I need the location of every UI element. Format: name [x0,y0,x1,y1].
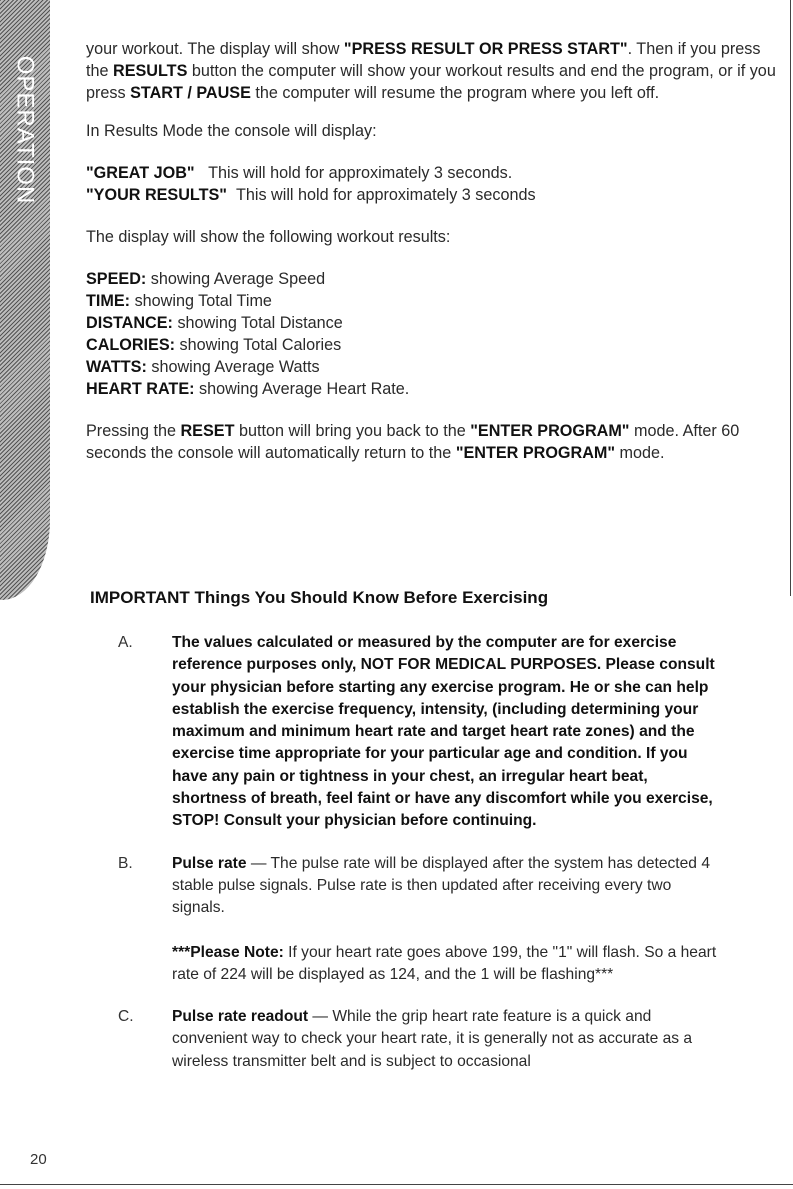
message-text: This will hold for approximately 3 seconds. [208,164,513,182]
intro-content [86,38,776,464]
list-item-text [172,1006,718,1073]
list-item-title: Pulse rate readout [172,1008,309,1026]
list-item [118,1006,718,1073]
message-line [86,184,776,206]
list-item-text: The values calculated or measured by the computer are for exercise reference purposes only, NOT FOR MEDICAL PURPOSES. Please consult your physician before starting any exercise program. He or she can help establish the exercise frequency, intensity, (including determining your maximum and minimum heart rate and target heart rate zones) and the exercise time appropriate for your particular age and condition. If you have any pain or tightness in your chest, an irregular heart beat, shortness of breath, feel faint or have any discomfort while you exercise, STOP! Consult your physician before continuing. [172,634,715,830]
intro-paragraph-3: The display will show the following workout results: [86,228,451,246]
message-text: This will hold for approximately 3 seconds [235,186,536,204]
emphasis-results-button: RESULTS [113,62,188,80]
list-item-letter: A. [118,634,133,651]
list-item-title: Pulse rate [172,854,247,872]
note-label: ***Please Note: [172,943,284,961]
page-number: 20 [30,1151,47,1168]
result-label: SPEED: [86,270,147,288]
list-item [118,632,718,833]
section-tab-label-wrap [4,40,44,220]
list-item-text [172,853,718,920]
note-body: If your heart rate goes above 199, the "1" will flash. So a heart rate of 224 will be displayed as 124, and the 1 will be flashing*** [172,943,717,983]
emphasis-start-pause-button: START / PAUSE [130,84,251,102]
emphasis-enter-program: "ENTER PROGRAM" [455,444,616,462]
intro-paragraph-2: In Results Mode the console will display: [86,122,377,140]
text-run: your workout. The display will show [86,40,344,58]
text-run: . Then if you press the [86,40,761,80]
result-text: showing Total Distance [177,314,343,332]
text-run: button will bring you back to the [234,422,471,440]
text-run: Pressing the [86,422,181,440]
text-run: button the computer will show your workout results and end the program, or if you press [86,62,776,102]
list-item [118,853,718,986]
result-line [86,356,776,378]
list-item-body: — The pulse rate will be displayed after the system has detected 4 stable pulse signals. Pulse rate is then updated after receiving every two signals. [172,854,710,917]
result-line [86,312,776,334]
message-label: "YOUR RESULTS" [86,186,227,204]
emphasis-reset-button: RESET [180,422,235,440]
intro-paragraph-4 [86,420,776,464]
intro-paragraph-1 [86,38,776,104]
text-run: mode. After 60 seconds the console will automatically return to the [86,422,740,462]
result-line [86,378,776,400]
list-item-letter: C. [118,1008,134,1026]
result-label: DISTANCE: [86,314,173,332]
section-heading: IMPORTANT Things You Should Know Before Exercising [90,588,549,607]
text-run: mode. [615,444,665,462]
result-text: showing Average Speed [150,270,326,288]
message-line [86,162,776,184]
result-line [86,334,776,356]
text-run: the computer will resume the program where you left off. [250,84,660,102]
result-line [86,290,776,312]
section-side-tab [0,0,50,600]
result-line [86,268,776,290]
result-label: TIME: [86,292,131,310]
section-tab-label: OPERATION [11,55,39,205]
result-text: showing Average Watts [151,358,320,376]
result-label: CALORIES: [86,336,176,354]
result-text: showing Average Heart Rate. [199,380,410,398]
result-label: WATTS: [86,358,147,376]
right-margin-rule [790,0,791,596]
emphasis-display-message: "PRESS RESULT OR PRESS START" [343,40,628,58]
bottom-rule [0,1184,793,1185]
list-item-letter: B. [118,854,133,872]
important-list [118,632,718,1073]
message-label: "GREAT JOB" [86,164,195,182]
result-text: showing Total Time [134,292,272,310]
result-label: HEART RATE: [86,380,195,398]
note-text [172,942,718,987]
list-item-body: — While the grip heart rate feature is a quick and convenient way to check your heart rate, it is generally not as accurate as a wireless transmitter belt and is subject to occasional [172,1008,693,1070]
emphasis-enter-program: "ENTER PROGRAM" [470,422,630,440]
result-text: showing Total Calories [179,336,342,354]
